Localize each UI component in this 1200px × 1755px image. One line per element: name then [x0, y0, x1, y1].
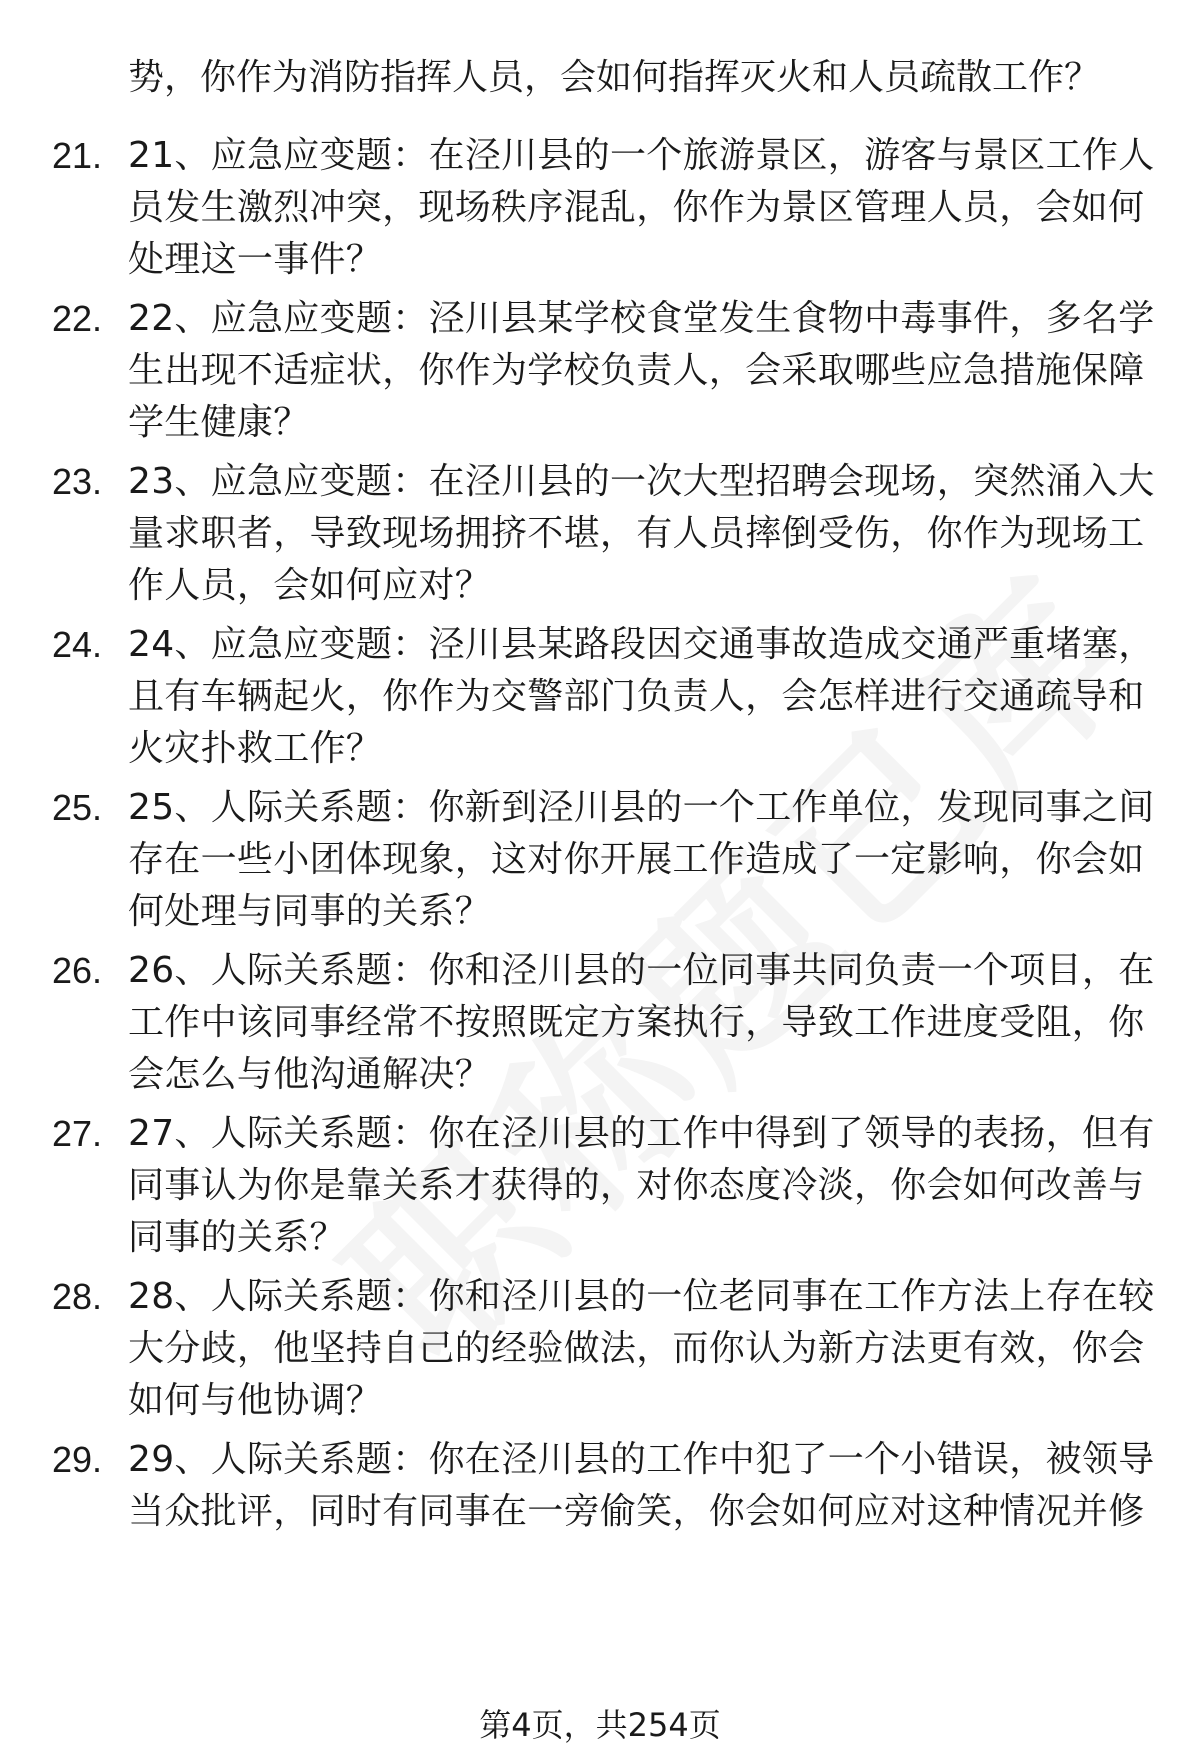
question-text: 29、人际关系题：你在泾川县的工作中犯了一个小错误，被领导当众批评，同时有同事在一旁偷笑，你会如何应对这种情况并修	[128, 1439, 1155, 1532]
question-text: 27、人际关系题：你在泾川县的工作中得到了领导的表扬，但有同事认为你是靠关系才获得的，对你态度冷淡，你会如何改善与同事的关系？	[128, 1113, 1155, 1258]
question-number: 26.	[52, 950, 103, 991]
continued-question-text: 势，你作为消防指挥人员，会如何指挥灭火和人员疏散工作？	[128, 57, 1101, 98]
page-footer: 第4页，共254页	[479, 1706, 721, 1744]
question-number: 24.	[52, 624, 103, 665]
question-text: 23、应急应变题：在泾川县的一次大型招聘会现场，突然涌入大量求职者，导致现场拥挤不堪，有人员摔倒受伤，你作为现场工作人员，会如何应对？	[128, 461, 1155, 606]
question-text: 25、人际关系题：你新到泾川县的一个工作单位，发现同事之间存在一些小团体现象，这对你开展工作造成了一定影响，你会如何处理与同事的关系？	[128, 787, 1155, 932]
question-number: 22.	[52, 298, 103, 339]
question-number: 21.	[52, 135, 103, 176]
question-number: 23.	[52, 461, 103, 502]
question-text: 28、人际关系题：你和泾川县的一位老同事在工作方法上存在较大分歧，他坚持自己的经验做法，而你认为新方法更有效，你会如何与他协调？	[128, 1276, 1155, 1421]
question-number: 27.	[52, 1113, 103, 1154]
question-number: 28.	[52, 1276, 103, 1317]
question-text: 21、应急应变题：在泾川县的一个旅游景区，游客与景区工作人员发生激烈冲突，现场秩序混乱，你作为景区管理人员，会如何处理这一事件？	[128, 135, 1155, 280]
question-text: 24、应急应变题：泾川县某路段因交通事故造成交通严重堵塞，且有车辆起火，你作为交警部门负责人，会怎样进行交通疏导和火灾扑救工作？	[128, 624, 1155, 769]
question-number: 25.	[52, 787, 103, 828]
question-number: 29.	[52, 1439, 103, 1480]
question-text: 22、应急应变题：泾川县某学校食堂发生食物中毒事件，多名学生出现不适症状，你作为学校负责人，会采取哪些应急措施保障学生健康？	[128, 298, 1155, 443]
question-text: 26、人际关系题：你和泾川县的一位同事共同负责一个项目，在工作中该同事经常不按照既定方案执行，导致工作进度受阻，你会怎么与他沟通解决？	[128, 950, 1155, 1095]
